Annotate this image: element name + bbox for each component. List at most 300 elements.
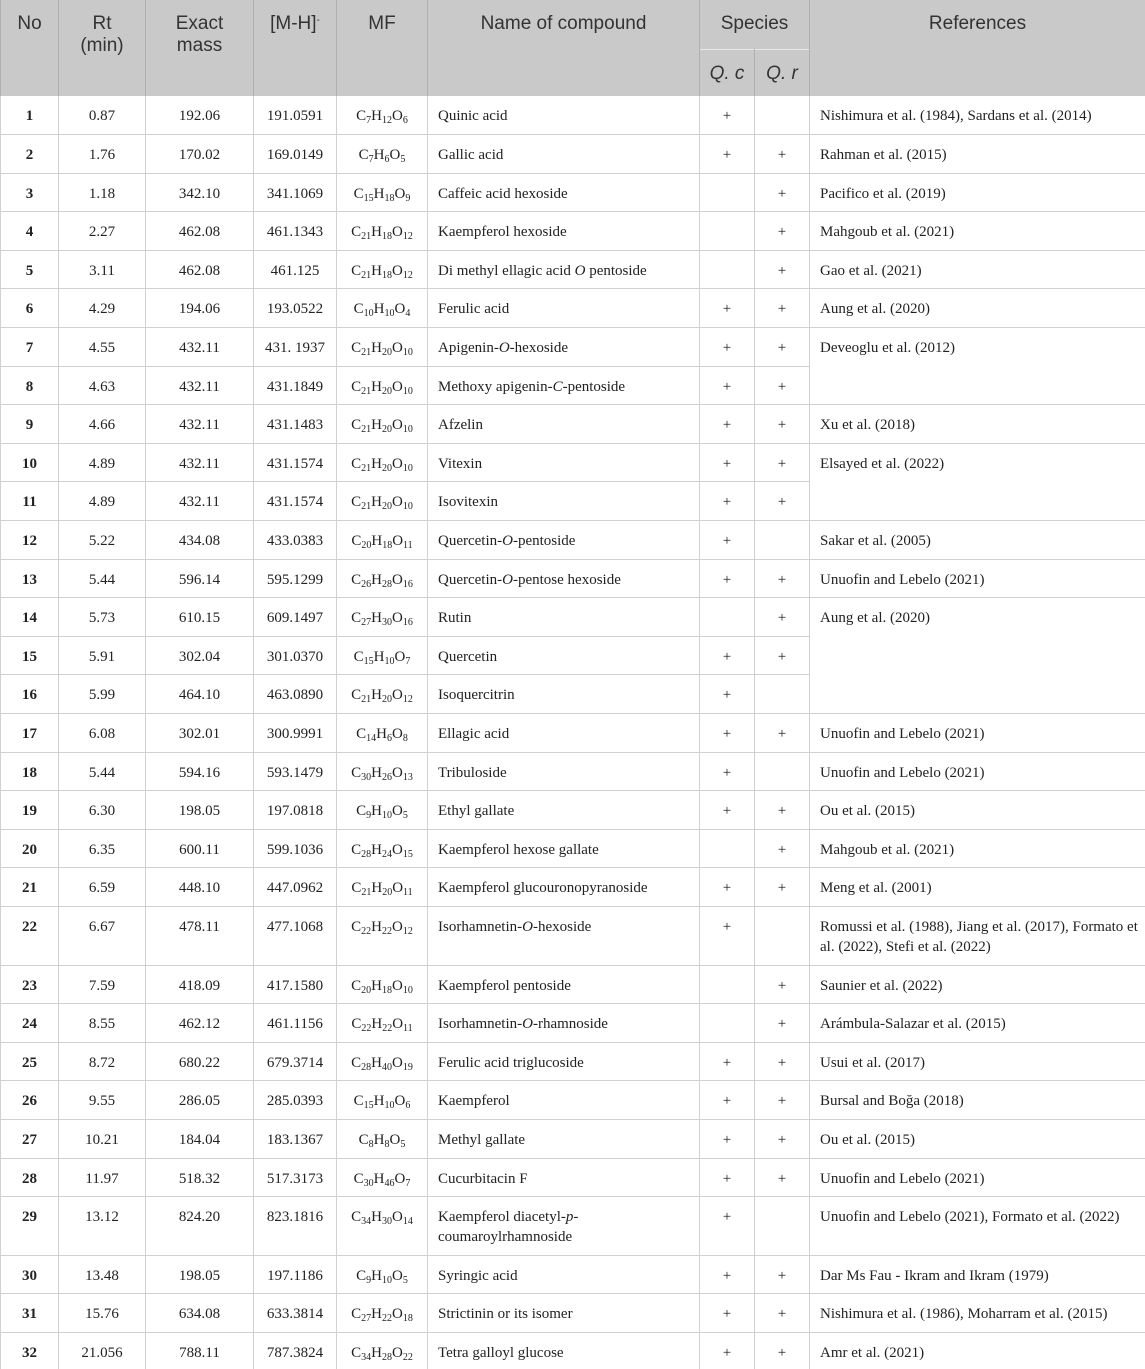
row-m-h: 595.1299 [254,559,337,598]
table-row [1,559,1145,598]
row-exact-mass: 788.11 [146,1332,254,1369]
row-compound-name [428,636,700,675]
row-species-qc [700,212,755,251]
table-row [1,173,1145,212]
compound-name-part: Isorhamnetin- [438,1016,523,1033]
mf-element: O [392,1306,403,1323]
row-rt: 8.55 [59,1004,146,1043]
mf-element: C [351,417,362,434]
row-species-qr: + [755,366,810,405]
row-mf [337,1119,428,1158]
row-species-qr: + [755,1294,810,1333]
mf-count: 7 [366,115,372,126]
mf-element: C [351,571,362,588]
row-species-qc: + [700,328,755,367]
row-mf [337,289,428,328]
mf-count: 18 [382,540,393,552]
row-no: 24 [1,1004,59,1043]
mf-element: O [392,880,404,897]
row-compound-name [428,1332,700,1369]
compound-name-part: Quercetin [438,648,498,665]
row-references: Unuofin and Lebelo (2021), Formato et al. (2022) [810,1197,1145,1256]
row-no: 22 [1,906,59,965]
mf-element: O [389,1131,401,1148]
row-m-h: 431. 1937 [254,328,337,367]
row-exact-mass: 600.11 [146,829,254,868]
mf-element: H [371,1344,382,1361]
compound-name-part: Caffeic acid hexoside [438,185,568,202]
mf-count: 34 [361,1351,372,1363]
table-row [1,1081,1145,1120]
mf-count: 40 [382,1061,392,1073]
row-rt: 13.48 [59,1255,146,1294]
mf-count: 21 [361,462,372,474]
table-header [1,0,1145,96]
row-species-qr [755,96,810,135]
row-exact-mass: 464.10 [146,675,254,714]
row-exact-mass: 302.01 [146,714,254,753]
mf-element: C [356,803,367,820]
mf-element: H [371,1306,382,1323]
row-no: 16 [1,675,59,714]
row-species-qr [755,906,810,965]
mf-element: O [392,1054,403,1071]
mf-count: 22 [402,1351,413,1363]
row-mf [337,636,428,675]
row-compound-name [428,289,700,328]
row-mf [337,521,428,560]
table-row [1,1294,1145,1333]
mf-count: 14 [402,1216,413,1228]
row-compound-name [428,714,700,753]
table-row [1,752,1145,791]
row-species-qc: + [700,714,755,753]
row-m-h: 197.1186 [254,1255,337,1294]
row-mf [337,906,428,965]
mf-count: 6 [387,733,392,744]
compound-name-part: Kaempferol hexoside [438,224,567,241]
table-row [1,829,1145,868]
mf-count: 27 [361,617,372,629]
mf-element: O [392,378,403,395]
compound-name-part: Quercetin- [438,533,503,550]
row-species-qc: + [700,868,755,907]
table-row [1,1042,1145,1081]
row-mf [337,366,428,405]
row-mf [337,965,428,1004]
mf-count: 21 [361,887,372,899]
row-compound-name [428,1197,700,1256]
row-species-qc: + [700,443,755,482]
mf-count: 16 [402,617,413,629]
compound-name-part: O [502,533,513,550]
mf-count: 10 [402,462,413,474]
row-m-h: 417.1580 [254,965,337,1004]
row-references: Usui et al. (2017) [810,1042,1145,1081]
row-exact-mass: 462.08 [146,250,254,289]
row-references: Gao et al. (2021) [810,250,1145,289]
row-mf [337,1004,428,1043]
mf-count: 18 [382,984,392,996]
row-references: Ou et al. (2015) [810,791,1145,830]
row-m-h: 193.0522 [254,289,337,328]
mf-count: 15 [363,655,374,667]
header-m-h-base: [M-H] [270,13,317,34]
compound-name-part: Syringic acid [438,1267,518,1284]
table-row [1,868,1145,907]
mf-count: 20 [382,694,392,706]
row-compound-name [428,906,700,965]
row-compound-name [428,212,700,251]
row-references: Deveoglu et al. (2012) [810,328,1145,405]
mf-count: 7 [405,655,411,667]
table-row [1,96,1145,135]
row-no: 13 [1,559,59,598]
mf-count: 18 [384,192,395,204]
mf-count: 10 [402,347,413,359]
row-exact-mass: 198.05 [146,1255,254,1294]
table-row [1,405,1145,444]
row-species-qr [755,752,810,791]
mf-element: H [371,764,382,781]
header-species-qc: Q. c [700,49,755,96]
mf-element: C [351,764,362,781]
row-exact-mass: 192.06 [146,96,254,135]
mf-element: H [371,1054,382,1071]
row-exact-mass: 518.32 [146,1158,254,1197]
row-compound-name [428,96,700,135]
row-compound-name [428,443,700,482]
row-references: Dar Ms Fau - Ikram and Ikram (1979) [810,1255,1145,1294]
row-compound-name [428,598,700,637]
compound-name-part: O [522,918,533,935]
mf-count: 8 [384,1138,390,1150]
row-species-qc [700,829,755,868]
compound-name-part: Gallic acid [438,147,504,164]
row-exact-mass: 432.11 [146,328,254,367]
row-no: 12 [1,521,59,560]
row-species-qc: + [700,906,755,965]
row-exact-mass: 432.11 [146,405,254,444]
compound-name-part: -coumaroylrhamnoside [438,1209,579,1246]
row-no: 11 [1,482,59,521]
compound-name-part: p [565,1209,574,1226]
row-rt: 7.59 [59,965,146,1004]
mf-element: O [394,648,406,665]
row-rt: 10.21 [59,1119,146,1158]
compound-name-part: C [552,378,563,395]
mf-element: C [351,455,362,472]
row-species-qc: + [700,1294,755,1333]
row-species-qr: + [755,829,810,868]
row-species-qr: + [755,598,810,637]
row-no: 31 [1,1294,59,1333]
row-rt: 3.11 [59,250,146,289]
mf-element: H [371,108,382,124]
row-m-h: 461.1343 [254,212,337,251]
row-species-qr: + [755,212,810,251]
row-mf [337,829,428,868]
mf-count: 8 [402,733,408,744]
table-row [1,135,1145,174]
compound-name-part: O [498,340,510,357]
row-m-h: 431.1483 [254,405,337,444]
row-rt: 4.89 [59,482,146,521]
table-row [1,328,1145,367]
compound-name-part: -hexoside [509,340,568,357]
row-mf [337,1332,428,1369]
row-mf [337,1255,428,1294]
row-species-qr [755,675,810,714]
compound-name-part: Rutin [438,610,472,627]
mf-count: 24 [382,848,392,860]
header-exact-mass: Exact mass [146,0,254,96]
row-species-qc: + [700,482,755,521]
row-mf [337,173,428,212]
mf-element: H [371,340,382,357]
mf-count: 10 [402,984,413,996]
compound-name-part: -hexoside [532,918,592,935]
mf-element: H [371,918,382,935]
mf-element: C [353,301,364,318]
row-no: 1 [1,96,59,135]
mf-element: H [371,610,382,627]
mf-count: 10 [384,655,395,667]
mf-count: 5 [400,1138,406,1150]
row-mf [337,598,428,637]
row-mf [337,328,428,367]
mf-element: C [353,1170,364,1187]
row-mf [337,1042,428,1081]
table-row [1,1158,1145,1197]
mf-element: C [353,648,364,665]
row-m-h: 301.0370 [254,636,337,675]
mf-count: 13 [402,771,413,783]
mf-count: 8 [368,1138,374,1150]
mf-count: 11 [403,887,413,899]
mf-count: 15 [363,192,374,204]
mf-element: O [392,224,403,241]
row-mf [337,250,428,289]
row-exact-mass: 680.22 [146,1042,254,1081]
row-mf [337,791,428,830]
row-compound-name [428,328,700,367]
compound-name-part: Kaempferol pentoside [438,977,571,994]
mf-count: 20 [382,501,392,513]
mf-count: 20 [382,385,392,397]
table-row [1,1332,1145,1369]
mf-count: 14 [366,733,377,744]
mf-element: H [371,455,382,472]
row-m-h: 477.1068 [254,906,337,965]
mf-count: 5 [402,810,408,822]
mf-element: H [371,841,382,858]
compound-name-part: Vitexin [438,455,483,472]
row-references: Unuofin and Lebelo (2021) [810,714,1145,753]
table-row [1,1004,1145,1043]
table-row [1,1119,1145,1158]
mf-element: H [371,417,382,434]
row-rt: 4.29 [59,289,146,328]
row-references: Aung et al. (2020) [810,598,1145,714]
row-m-h: 461.125 [254,250,337,289]
row-species-qc [700,965,755,1004]
row-rt: 4.89 [59,443,146,482]
row-species-qc: + [700,752,755,791]
mf-count: 10 [402,424,413,436]
row-no: 2 [1,135,59,174]
row-species-qc: + [700,791,755,830]
mf-count: 19 [402,1061,413,1073]
compound-name-part: Tribuloside [438,764,507,781]
mf-element: H [373,1131,385,1148]
mf-count: 6 [384,154,390,166]
table-row [1,906,1145,965]
row-compound-name [428,1119,700,1158]
mf-count: 21 [361,231,372,243]
mf-count: 22 [382,925,392,937]
row-rt: 6.30 [59,791,146,830]
row-exact-mass: 462.08 [146,212,254,251]
row-references: Elsayed et al. (2022) [810,443,1145,520]
mf-count: 15 [402,848,413,860]
row-m-h: 461.1156 [254,1004,337,1043]
mf-element: C [351,533,362,550]
mf-element: C [351,610,362,627]
row-compound-name [428,1081,700,1120]
row-m-h: 517.3173 [254,1158,337,1197]
mf-element: H [371,262,382,279]
compound-name-part: Kaempferol glucouronopyranoside [438,880,648,897]
row-compound-name [428,173,700,212]
mf-count: 10 [384,1100,395,1112]
mf-count: 22 [382,1313,392,1325]
row-references: Romussi et al. (1988), Jiang et al. (2017), Formato et al. (2022), Stefi et al. (2022) [810,906,1145,965]
table-row [1,443,1145,482]
row-rt: 5.44 [59,559,146,598]
row-mf [337,96,428,135]
row-rt: 15.76 [59,1294,146,1333]
row-references: Xu et al. (2018) [810,405,1145,444]
row-species-qr: + [755,1004,810,1043]
row-species-qr [755,1197,810,1256]
row-species-qr: + [755,714,810,753]
compound-name-part: -pentose hexoside [512,571,621,588]
row-exact-mass: 432.11 [146,366,254,405]
mf-element: O [389,147,401,164]
row-species-qc: + [700,521,755,560]
row-m-h: 679.3714 [254,1042,337,1081]
row-references: Amr et al. (2021) [810,1332,1145,1369]
row-species-qc: + [700,1119,755,1158]
row-m-h: 599.1036 [254,829,337,868]
compound-name-part: O [502,571,513,588]
row-rt: 4.63 [59,366,146,405]
mf-element: C [351,1344,362,1361]
row-species-qr: + [755,405,810,444]
mf-count: 30 [361,771,372,783]
row-mf [337,675,428,714]
row-compound-name [428,791,700,830]
row-rt: 5.44 [59,752,146,791]
row-m-h: 191.0591 [254,96,337,135]
row-mf [337,1294,428,1333]
mf-element: O [392,977,403,994]
row-no: 14 [1,598,59,637]
mf-element: H [371,803,382,820]
mf-element: H [373,185,385,202]
mf-element: O [392,262,403,279]
mf-element: H [371,687,382,704]
table-row [1,1255,1145,1294]
mf-element: C [351,340,362,357]
compound-name-part: Kaempferol diacetyl- [438,1209,566,1226]
row-rt: 5.91 [59,636,146,675]
mf-count: 30 [382,1216,392,1228]
mf-element: C [351,378,362,395]
row-compound-name [428,482,700,521]
row-species-qc: + [700,135,755,174]
row-no: 4 [1,212,59,251]
header-mf: MF [337,0,428,96]
compound-name-part: Cucurbitacin F [438,1170,528,1187]
row-species-qr: + [755,636,810,675]
row-m-h: 463.0890 [254,675,337,714]
row-m-h: 431.1574 [254,443,337,482]
row-m-h: 169.0149 [254,135,337,174]
mf-count: 15 [363,1100,374,1112]
row-species-qr: + [755,250,810,289]
row-species-qc: + [700,1255,755,1294]
row-m-h: 593.1479 [254,752,337,791]
row-species-qr: + [755,559,810,598]
row-no: 6 [1,289,59,328]
row-exact-mass: 194.06 [146,289,254,328]
mf-count: 18 [402,1313,413,1325]
mf-element: C [353,185,364,202]
row-references: Arámbula-Salazar et al. (2015) [810,1004,1145,1043]
row-references: Nishimura et al. (1984), Sardans et al. (2014) [810,96,1145,135]
mf-element: C [353,1093,364,1110]
row-no: 10 [1,443,59,482]
mf-count: 20 [382,887,393,899]
mf-element: C [351,1016,362,1033]
mf-element: H [373,1170,385,1187]
mf-element: H [373,648,385,665]
row-species-qr: + [755,289,810,328]
row-rt: 5.99 [59,675,146,714]
mf-element: C [351,841,362,858]
row-species-qr: + [755,443,810,482]
row-references: Saunier et al. (2022) [810,965,1145,1004]
row-references: Rahman et al. (2015) [810,135,1145,174]
mf-element: O [392,841,403,858]
mf-element: H [371,1267,382,1284]
row-compound-name [428,1255,700,1294]
row-no: 19 [1,791,59,830]
mf-element: C [351,1209,362,1226]
row-species-qr: + [755,1119,810,1158]
compound-name-part: Afzelin [438,417,483,434]
mf-element: H [371,1016,383,1033]
mf-count: 10 [382,1274,392,1286]
mf-element: O [394,301,406,318]
mf-element: C [351,977,362,994]
row-rt: 5.22 [59,521,146,560]
mf-element: O [392,1344,403,1361]
row-no: 17 [1,714,59,753]
row-references: Sakar et al. (2005) [810,521,1145,560]
